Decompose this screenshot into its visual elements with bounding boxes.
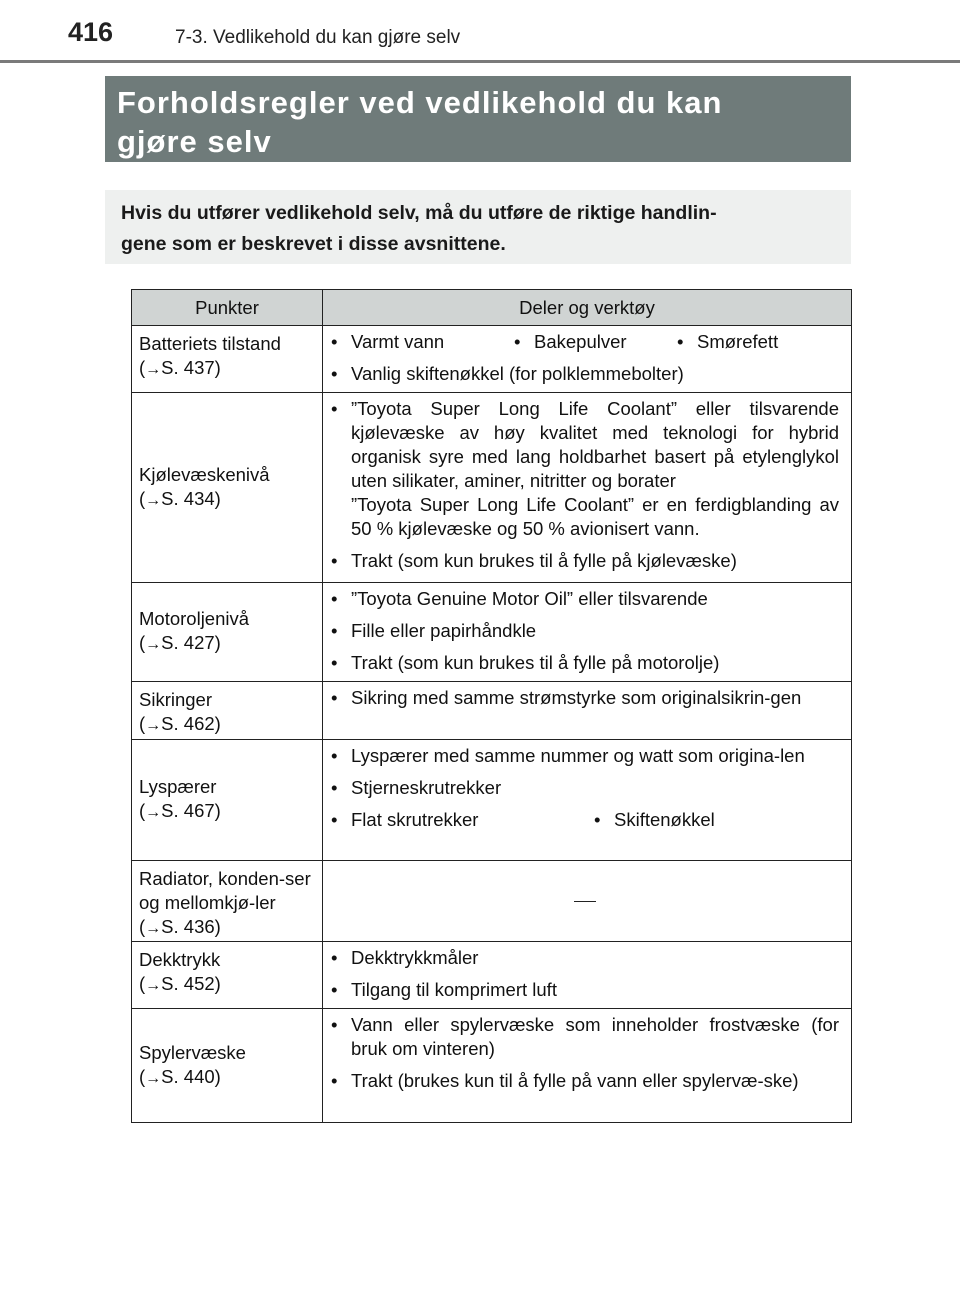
header-divider (0, 60, 960, 63)
item-name: Motoroljenivå (139, 608, 250, 629)
item-name: Radiator, konden-ser og mellomkjø-ler (→S. 436) (139, 868, 311, 937)
arrow-icon: → (145, 636, 162, 653)
table-header-row (132, 290, 852, 326)
parts-cell (323, 740, 852, 861)
page-reference-link[interactable]: S. 452) (161, 973, 221, 994)
item-reference: (→S. 437) (139, 357, 221, 378)
list-item: • Fille eller papirhåndkle (331, 620, 537, 641)
list-item: • ”Toyota Genuine Motor Oil” eller tilsvarende (331, 588, 708, 609)
arrow-icon: → (145, 361, 162, 378)
maintenance-table (131, 289, 852, 1123)
table-row (132, 1009, 852, 1123)
coolant-note: ”Toyota Super Long Life Coolant” er en ferdigblanding av 50 % kjølevæske og 50 % avionisert vann. (351, 494, 839, 539)
item-cell (132, 942, 323, 1009)
page-reference-link[interactable]: S. 437) (161, 357, 221, 378)
page-reference-link[interactable]: S. 440) (161, 1065, 221, 1087)
table-row (132, 861, 852, 942)
page-number: 416 (68, 17, 114, 47)
item-reference: (→S. 452) (139, 973, 221, 994)
section-title: 7-3. Vedlikehold du kan gjøre selv (175, 27, 461, 48)
item-cell (132, 740, 323, 861)
list-item: • Stjerneskrutrekker (331, 777, 502, 798)
list-item: • Vanlig skiftenøkkel (for polklemmebolter) (331, 363, 684, 384)
page-title-line-1: Forholdsregler ved vedlikehold du kan (117, 85, 723, 120)
item-cell (132, 326, 323, 393)
list-item: • Lyspærer med samme nummer og watt som origina-len (331, 745, 805, 766)
item-name: Sikringer (139, 689, 212, 710)
column-header-items: Punkter (132, 290, 323, 326)
arrow-icon: → (145, 1069, 162, 1087)
item-name: Kjølevæskenivå (139, 463, 270, 485)
table-row (132, 740, 852, 861)
list-item: • Skiftenøkkel (594, 809, 715, 830)
table-row (132, 583, 852, 682)
parts-cell (323, 942, 852, 1009)
item-reference: (→S. 462) (139, 713, 221, 734)
item-name: Dekktrykk (139, 949, 221, 970)
arrow-icon: → (145, 491, 162, 509)
page-reference-link[interactable]: S. 427) (161, 632, 221, 653)
page-title (105, 76, 851, 162)
not-applicable-dash (574, 901, 596, 902)
arrow-icon: → (145, 804, 162, 821)
item-cell (132, 583, 323, 682)
list-item: • Varmt vann (331, 331, 445, 352)
parts-cell (323, 393, 852, 583)
parts-cell-empty (323, 861, 852, 942)
list-item: • Vann eller spylervæske som inneholder frostvæske (for bruk om vinteren) (331, 1014, 839, 1059)
list-item: • Trakt (brukes kun til å fylle på vann eller spylervæ-ske) (331, 1070, 799, 1091)
item-cell (132, 393, 323, 583)
item-reference: (→S. 440) (139, 1065, 221, 1087)
intro-line-2: gene som er beskrevet i disse avsnittene. (121, 233, 506, 255)
item-name: Lyspærer (139, 776, 217, 797)
item-name: Batteriets tilstand (139, 333, 281, 354)
parts-cell (323, 682, 852, 740)
item-cell (132, 682, 323, 740)
item-reference: (→S. 434) (139, 487, 221, 509)
page-reference-link[interactable]: S. 436) (161, 916, 221, 937)
table-row (132, 942, 852, 1009)
list-item: • Trakt (som kun brukes til å fylle på kjølevæske) (331, 550, 737, 571)
arrow-icon: → (145, 977, 162, 994)
item-reference: (→S. 467) (139, 800, 221, 821)
page-reference-link[interactable]: S. 467) (161, 800, 221, 821)
intro-line-1: Hvis du utfører vedlikehold selv, må du utføre de riktige handlin- (121, 202, 717, 224)
parts-cell (323, 1009, 852, 1123)
item-cell (132, 1009, 323, 1123)
table-row (132, 393, 852, 583)
intro-box (105, 190, 851, 264)
list-item: • Bakepulver (514, 331, 627, 352)
list-item: • ”Toyota Super Long Life Coolant” eller tilsvarende kjølevæske av høy kvalitet med teknologi for hybrid organisk syre med lang holdbarhet basert på etylenglykol uten silikater, aminer, nitritter og borater ”Toyota Super Long Life Coolant” er en ferdigblanding av 50 % kjølevæske og 50 % avionisert vann. (331, 398, 839, 539)
item-cell (132, 861, 323, 942)
page-reference-link[interactable]: S. 434) (161, 487, 221, 509)
list-item: • Smørefett (677, 331, 779, 352)
list-item: • Flat skrutrekker (331, 809, 479, 830)
table-row (132, 682, 852, 740)
page-title-line-2: gjøre selv (117, 124, 272, 159)
column-header-parts: Deler og verktøy (323, 290, 852, 326)
list-item: • Tilgang til komprimert luft (331, 979, 557, 1000)
parts-cell (323, 326, 852, 393)
item-name: Spylervæske (139, 1041, 246, 1063)
list-item: • Sikring med samme strømstyrke som originalsikrin-gen (331, 687, 802, 708)
list-item: • Trakt (som kun brukes til å fylle på motorolje) (331, 652, 720, 673)
parts-cell (323, 583, 852, 682)
item-reference: (→S. 427) (139, 632, 221, 653)
table-row (132, 326, 852, 393)
arrow-icon: → (145, 920, 162, 937)
page-reference-link[interactable]: S. 462) (161, 713, 221, 734)
list-item: • Dekktrykkmåler (331, 947, 479, 968)
arrow-icon: → (145, 717, 162, 734)
